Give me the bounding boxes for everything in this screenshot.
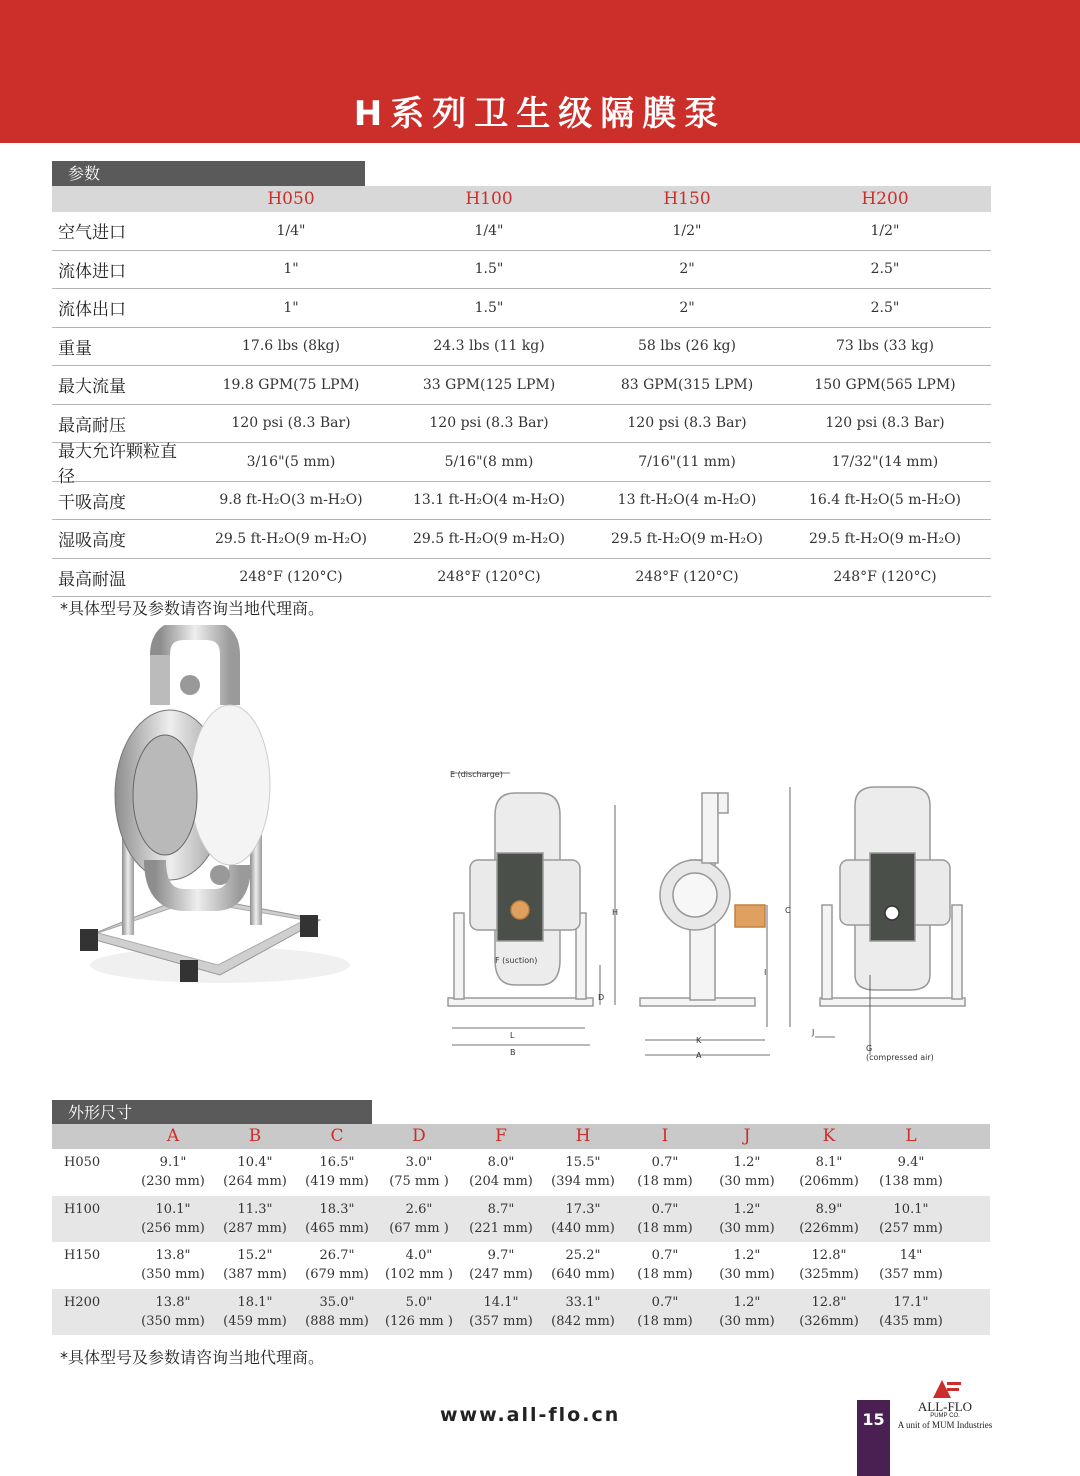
dim-cell	[788, 1149, 870, 1196]
dim-cell-mm: (842 mm)	[551, 1313, 615, 1329]
dim-cell-inch: 10.1"	[893, 1201, 929, 1217]
dim-cell-mm: (247 mm)	[469, 1267, 533, 1282]
dim-cell-inch: 10.4"	[237, 1155, 273, 1170]
dim-cell-mm: (357 mm)	[469, 1313, 533, 1329]
dim-cell-mm: (230 mm)	[141, 1174, 205, 1189]
spec-row	[52, 366, 991, 405]
spec-row-label: 干吸高度	[58, 492, 126, 513]
spec-cell: 2.5"	[870, 261, 900, 278]
brand-unit: A unit of MUM Industries	[897, 1420, 993, 1430]
dim-cell-mm: (326mm)	[799, 1313, 859, 1329]
spec-cell: 120 psi (8.3 Bar)	[429, 415, 549, 432]
spec-row-label: 重量	[58, 338, 92, 359]
dim-cell	[296, 1196, 378, 1243]
spec-cell: 120 psi (8.3 Bar)	[825, 415, 945, 432]
spec-cell: 33 GPM(125 LPM)	[422, 376, 556, 393]
dim-cell	[460, 1242, 542, 1289]
dim-cell-mm: (138 mm)	[879, 1174, 943, 1189]
dim-cell	[870, 1196, 952, 1243]
spec-row	[52, 520, 991, 559]
dim-cell-inch: 13.8"	[155, 1248, 191, 1263]
dim-cell	[624, 1289, 706, 1336]
dim-column-header: B	[248, 1126, 262, 1146]
dim-cell-mm: (226mm)	[799, 1220, 859, 1236]
spec-cell: 248°F (120°C)	[437, 569, 541, 586]
dim-cell-inch: 0.7"	[651, 1294, 679, 1310]
spec-cell: 13.1 ft-H₂O(4 m-H₂O)	[412, 492, 566, 509]
spec-table	[52, 186, 991, 597]
dim-cell-inch: 15.5"	[565, 1155, 601, 1170]
dim-cell	[460, 1149, 542, 1196]
dim-cell	[870, 1242, 952, 1289]
dim-cell	[378, 1196, 460, 1243]
dim-cell-inch: 18.1"	[237, 1294, 273, 1310]
dims-table	[52, 1124, 990, 1335]
dim-cell-mm: (394 mm)	[551, 1174, 615, 1189]
dim-cell-inch: 1.2"	[733, 1155, 761, 1170]
spec-cell: 3/16"(5 mm)	[246, 453, 336, 470]
dim-cell-inch: 35.0"	[319, 1294, 355, 1310]
spec-section-label: 参数	[52, 161, 365, 186]
dims-footnote: *具体型号及参数请咨询当地代理商。	[60, 1348, 325, 1367]
page-header	[0, 0, 1080, 143]
page-number: 15	[857, 1400, 890, 1476]
dim-cell	[214, 1196, 296, 1243]
dim-cell-inch: 11.3"	[237, 1201, 273, 1217]
label-J: J	[812, 1028, 815, 1037]
label-I: I	[764, 968, 767, 977]
dim-cell-mm: (440 mm)	[551, 1220, 615, 1236]
dim-cell-mm: (350 mm)	[141, 1313, 205, 1329]
dim-column-header: C	[330, 1126, 344, 1146]
spec-row	[52, 482, 991, 521]
spec-row-label: 空气进口	[58, 223, 126, 244]
dim-row	[52, 1149, 990, 1196]
spec-cell: 120 psi (8.3 Bar)	[231, 415, 351, 432]
dim-cell	[378, 1149, 460, 1196]
spec-row	[52, 251, 991, 290]
dim-cell-mm: (264 mm)	[223, 1174, 287, 1189]
dim-cell-mm: (30 mm)	[719, 1267, 775, 1282]
dim-cell-inch: 26.7"	[319, 1248, 355, 1263]
dim-cell	[296, 1149, 378, 1196]
dim-cell-mm: (18 mm)	[637, 1267, 693, 1282]
spec-cell: 248°F (120°C)	[239, 569, 343, 586]
model-header: H150	[663, 189, 711, 209]
spec-cell: 16.4 ft-H₂O(5 m-H₂O)	[808, 492, 962, 509]
spec-cell: 29.5 ft-H₂O(9 m-H₂O)	[808, 530, 962, 547]
dim-cell-mm: (30 mm)	[719, 1174, 775, 1189]
dim-cell-inch: 9.7"	[487, 1248, 515, 1263]
dim-cell-mm: (75 mm )	[389, 1174, 449, 1189]
dim-cell-inch: 13.8"	[155, 1294, 191, 1310]
dim-cell-mm: (640 mm)	[551, 1267, 615, 1282]
spec-cell: 248°F (120°C)	[833, 569, 937, 586]
spec-row-label: 最高耐温	[58, 569, 126, 590]
dim-row	[52, 1242, 990, 1289]
dim-cell-inch: 10.1"	[155, 1201, 191, 1217]
dim-cell-inch: 4.0"	[405, 1248, 433, 1263]
spec-cell: 150 GPM(565 LPM)	[814, 376, 956, 393]
dim-cell-mm: (287 mm)	[223, 1220, 287, 1236]
dim-cell	[706, 1289, 788, 1336]
spec-table-header	[52, 186, 991, 212]
spec-cell: 1"	[283, 299, 299, 316]
dim-cell-mm: (18 mm)	[637, 1313, 693, 1329]
dim-cell-mm: (30 mm)	[719, 1220, 775, 1236]
dim-cell	[460, 1289, 542, 1336]
spec-cell: 2"	[679, 299, 695, 316]
dim-cell	[706, 1242, 788, 1289]
dim-row-model: H200	[64, 1294, 101, 1310]
spec-cell: 7/16"(11 mm)	[638, 453, 736, 470]
spec-cell: 1.5"	[474, 261, 504, 278]
dim-row-model: H050	[64, 1155, 101, 1170]
spec-row	[52, 212, 991, 251]
dim-cell-mm: (67 mm )	[389, 1220, 449, 1236]
dim-cell-mm: (18 mm)	[637, 1174, 693, 1189]
dim-row-model: H150	[64, 1248, 101, 1263]
dim-column-header: A	[166, 1126, 180, 1146]
dim-cell-mm: (18 mm)	[637, 1220, 693, 1236]
dim-cell	[214, 1242, 296, 1289]
spec-cell: 1.5"	[474, 299, 504, 316]
dim-cell-inch: 8.7"	[487, 1201, 515, 1217]
dim-cell-inch: 0.7"	[651, 1201, 679, 1217]
dim-cell-mm: (435 mm)	[879, 1313, 943, 1329]
dim-cell	[214, 1289, 296, 1336]
dim-cell	[132, 1242, 214, 1289]
spec-cell: 1/4"	[474, 222, 504, 239]
dims-section-label: 外形尺寸	[52, 1100, 372, 1125]
dim-cell-mm: (679 mm)	[305, 1267, 369, 1282]
dim-cell	[296, 1242, 378, 1289]
spec-cell: 73 lbs (33 kg)	[836, 338, 934, 355]
dim-cell-inch: 8.0"	[487, 1155, 515, 1170]
dim-cell-inch: 16.5"	[319, 1155, 355, 1170]
dim-cell-mm: (350 mm)	[141, 1267, 205, 1282]
dim-cell-inch: 3.0"	[405, 1155, 433, 1170]
spec-row	[52, 328, 991, 367]
dim-cell	[624, 1196, 706, 1243]
dims-table-header	[52, 1124, 990, 1149]
spec-cell: 29.5 ft-H₂O(9 m-H₂O)	[412, 530, 566, 547]
dim-cell-inch: 15.2"	[237, 1248, 273, 1263]
spec-row-label: 流体出口	[58, 300, 126, 321]
dim-cell	[542, 1149, 624, 1196]
spec-row	[52, 559, 991, 598]
dim-cell	[378, 1242, 460, 1289]
spec-cell: 58 lbs (26 kg)	[638, 338, 736, 355]
dim-cell-inch: 17.1"	[893, 1294, 929, 1310]
spec-cell: 9.8 ft-H₂O(3 m-H₂O)	[219, 492, 363, 509]
dim-cell	[460, 1196, 542, 1243]
dim-cell-inch: 18.3"	[319, 1201, 355, 1217]
dim-cell-mm: (102 mm )	[385, 1267, 453, 1282]
all-flo-logo-icon	[927, 1376, 963, 1400]
dim-cell	[624, 1149, 706, 1196]
spec-cell: 17.6 lbs (8kg)	[242, 338, 340, 355]
spec-cell: 120 psi (8.3 Bar)	[627, 415, 747, 432]
spec-cell: 24.3 lbs (11 kg)	[433, 338, 545, 355]
spec-cell: 19.8 GPM(75 LPM)	[222, 376, 360, 393]
dim-cell-inch: 5.0"	[405, 1294, 433, 1310]
dim-cell-inch: 33.1"	[565, 1294, 601, 1310]
dim-cell-mm: (419 mm)	[305, 1174, 369, 1189]
dim-cell	[132, 1149, 214, 1196]
spec-row	[52, 289, 991, 328]
pump-photo	[70, 625, 350, 1000]
spec-cell: 2"	[679, 261, 695, 278]
dim-cell-mm: (465 mm)	[305, 1220, 369, 1236]
page-title: H系列卫生级隔膜泵	[353, 94, 727, 134]
label-H: H	[612, 908, 619, 917]
dim-column-header: L	[905, 1126, 917, 1146]
dim-cell	[788, 1242, 870, 1289]
dim-cell-inch: 14.1"	[483, 1294, 519, 1310]
spec-cell: 248°F (120°C)	[635, 569, 739, 586]
spec-row-label: 最大流量	[58, 377, 126, 398]
dim-column-header: D	[412, 1126, 426, 1146]
footer-url[interactable]: www.all-flo.cn	[440, 1404, 621, 1426]
label-suction: F (suction)	[495, 956, 538, 965]
dim-cell-mm: (206mm)	[799, 1174, 859, 1189]
dim-column-header: F	[495, 1126, 507, 1146]
spec-row-label: 湿吸高度	[58, 531, 126, 552]
dim-cell-inch: 2.6"	[405, 1201, 433, 1217]
dim-cell	[132, 1196, 214, 1243]
spec-cell: 1"	[283, 261, 299, 278]
dim-column-header: I	[661, 1126, 669, 1146]
dim-column-header: H	[575, 1126, 591, 1146]
dim-cell-mm: (204 mm)	[469, 1174, 533, 1189]
dim-cell-mm: (387 mm)	[223, 1267, 287, 1282]
dim-cell-mm: (257 mm)	[879, 1220, 943, 1236]
spec-row	[52, 441, 991, 487]
dim-cell	[870, 1149, 952, 1196]
spec-cell: 1/2"	[870, 222, 900, 239]
spec-cell: 13 ft-H₂O(4 m-H₂O)	[617, 492, 757, 509]
brand-co: PUMP CO.	[930, 1413, 960, 1419]
label-B: B	[510, 1048, 516, 1057]
spec-cell: 1/2"	[672, 222, 702, 239]
dim-cell	[706, 1196, 788, 1243]
spec-cell: 29.5 ft-H₂O(9 m-H₂O)	[214, 530, 368, 547]
dim-cell-inch: 8.9"	[815, 1201, 843, 1217]
brand-logo	[895, 1376, 995, 1430]
label-L: L	[510, 1031, 515, 1040]
dim-cell-mm: (459 mm)	[223, 1313, 287, 1329]
spec-cell: 5/16"(8 mm)	[444, 453, 534, 470]
dim-cell-mm: (221 mm)	[469, 1220, 533, 1236]
dim-cell	[542, 1289, 624, 1336]
dim-cell	[706, 1149, 788, 1196]
dim-row	[52, 1196, 990, 1243]
dim-row-model: H100	[64, 1201, 101, 1217]
label-discharge: E (discharge)	[450, 770, 503, 779]
dim-cell-inch: 12.8"	[811, 1248, 847, 1263]
spec-cell: 83 GPM(315 LPM)	[620, 376, 754, 393]
spec-cell: 29.5 ft-H₂O(9 m-H₂O)	[610, 530, 764, 547]
spec-row-label: 流体进口	[58, 261, 126, 282]
spec-row	[52, 405, 991, 444]
label-A: A	[696, 1051, 702, 1060]
dim-cell-inch: 25.2"	[565, 1248, 601, 1263]
dim-cell	[870, 1289, 952, 1336]
dim-cell-inch: 1.2"	[733, 1201, 761, 1217]
dim-cell-inch: 0.7"	[651, 1155, 679, 1170]
dim-cell-inch: 8.1"	[815, 1155, 843, 1170]
dim-cell	[788, 1196, 870, 1243]
spec-cell: 17/32"(14 mm)	[831, 453, 939, 470]
dim-cell-inch: 12.8"	[811, 1294, 847, 1310]
dim-cell-mm: (256 mm)	[141, 1220, 205, 1236]
spec-row-label: 最大允许颗粒直径	[58, 441, 177, 487]
dim-cell	[132, 1289, 214, 1336]
dim-cell-inch: 17.3"	[565, 1201, 601, 1217]
model-header: H200	[861, 189, 909, 209]
dim-cell	[542, 1196, 624, 1243]
label-D: D	[598, 993, 605, 1002]
spec-footnote: *具体型号及参数请咨询当地代理商。	[60, 599, 325, 618]
label-C: C	[785, 906, 791, 915]
label-G: G	[866, 1044, 873, 1053]
dim-cell	[624, 1242, 706, 1289]
dim-cell-mm: (126 mm )	[385, 1313, 453, 1329]
dim-cell	[378, 1289, 460, 1336]
dim-cell	[542, 1242, 624, 1289]
dim-cell-inch: 1.2"	[733, 1294, 761, 1310]
dim-cell-inch: 1.2"	[733, 1248, 761, 1263]
dimension-drawing	[440, 765, 980, 1070]
dim-row	[52, 1289, 990, 1336]
dim-cell	[214, 1149, 296, 1196]
model-header: H050	[267, 189, 315, 209]
spec-row-label: 最高耐压	[58, 415, 126, 436]
dim-cell-inch: 9.4"	[897, 1155, 925, 1170]
dim-cell	[296, 1289, 378, 1336]
spec-cell: 2.5"	[870, 299, 900, 316]
dim-cell-mm: (888 mm)	[305, 1313, 369, 1329]
label-K: K	[696, 1036, 702, 1045]
spec-cell: 1/4"	[276, 222, 306, 239]
label-compressed-air: (compressed air)	[866, 1053, 934, 1062]
dim-cell-mm: (357 mm)	[879, 1267, 943, 1282]
brand-name: ALL-FLO	[917, 1399, 973, 1414]
dim-cell	[788, 1289, 870, 1336]
dim-column-header: K	[822, 1126, 836, 1146]
dim-cell-inch: 0.7"	[651, 1248, 679, 1263]
dim-cell-inch: 14"	[899, 1248, 923, 1263]
dim-cell-mm: (30 mm)	[719, 1313, 775, 1329]
model-header: H100	[465, 189, 513, 209]
dim-cell-mm: (325mm)	[799, 1267, 859, 1282]
dim-cell-inch: 9.1"	[159, 1155, 187, 1170]
dim-column-header: J	[743, 1126, 751, 1146]
